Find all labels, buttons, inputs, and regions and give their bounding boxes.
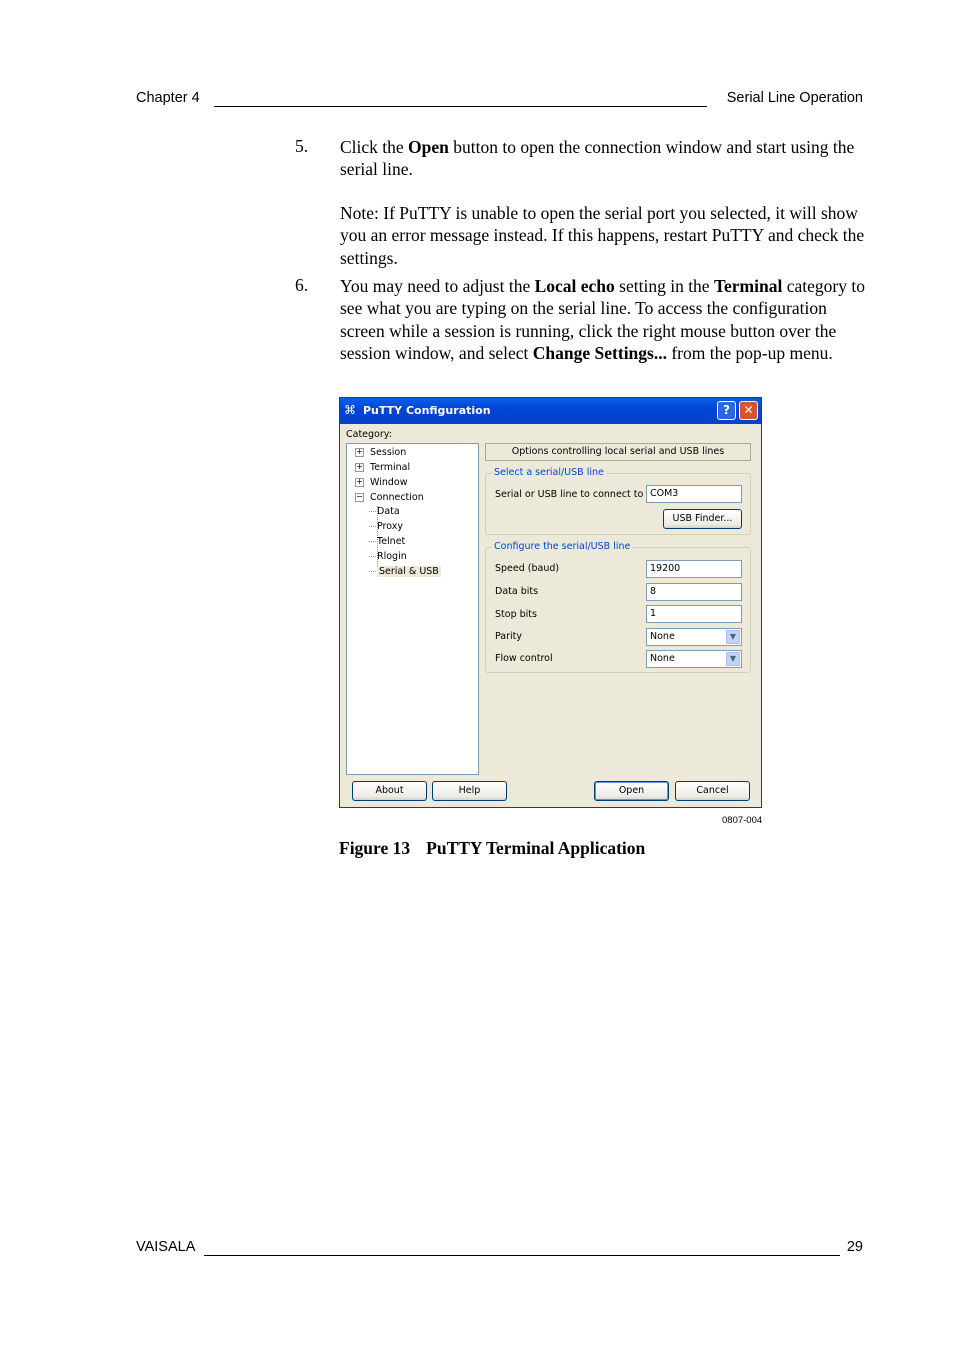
parity-select[interactable] — [646, 628, 742, 646]
close-title-button[interactable]: ✕ — [739, 401, 758, 420]
data-bits-label: Data bits — [495, 586, 539, 597]
tree-item-serial-usb[interactable]: Serial & USB — [377, 566, 441, 577]
dialog-title: PuTTY Configuration — [363, 404, 491, 417]
tree-item-data[interactable]: Data — [377, 506, 400, 517]
putty-app-icon: ⌘ — [344, 403, 356, 417]
footer-rule — [204, 1255, 840, 1256]
collapse-icon[interactable]: − — [356, 492, 363, 501]
configure-line-group-title: Configure the serial/USB line — [494, 541, 631, 552]
page-number: 29 — [846, 1239, 863, 1255]
figure-caption — [339, 838, 645, 859]
data-bits-input[interactable]: 8 — [646, 583, 742, 601]
expand-icon[interactable]: + — [356, 477, 363, 486]
flow-control-label: Flow control — [495, 653, 553, 664]
figure-number: Figure 13 — [339, 838, 411, 858]
category-label: Category: — [346, 429, 392, 440]
select-line-group-title: Select a serial/USB line — [494, 467, 604, 478]
figure-code: 0807-004 — [722, 815, 763, 826]
header-chapter: Chapter 4 — [136, 90, 200, 106]
select-line-group — [485, 467, 751, 535]
cancel-button[interactable]: Cancel — [675, 781, 750, 801]
tree-item-proxy[interactable]: Proxy — [377, 521, 403, 532]
category-tree[interactable]: + Session + Terminal + Window − Connection Data Proxy Telnet Rlogin Serial & USB — [346, 443, 479, 775]
open-button[interactable]: Open — [594, 781, 669, 801]
about-button[interactable]: About — [352, 781, 427, 801]
speed-input[interactable]: 19200 — [646, 560, 742, 578]
parity-label: Parity — [495, 631, 523, 642]
footer-company: VAISALA — [136, 1239, 196, 1255]
usb-finder-button[interactable]: USB Finder... — [663, 509, 742, 529]
step-6-text: You may need to adjust the Local echo setting in the Terminal category to see what you are typing on the serial line. To access the configuration screen while a session is running, click the right mouse button over the session window, and select Change Settings... from the pop-up menu. — [340, 276, 865, 363]
expand-icon[interactable]: + — [356, 462, 363, 471]
header-rule — [214, 106, 707, 107]
step-5-note: Note: If PuTTY is unable to open the serial port you selected, it will show you an error message instead. If this happens, restart PuTTY and check the settings. — [340, 203, 865, 268]
step-5-text: Click the Open button to open the connection window and start using the serial line. — [340, 137, 855, 180]
flow-control-value: None — [650, 653, 675, 664]
serial-line-input[interactable]: COM3 — [646, 485, 742, 503]
expand-icon[interactable]: + — [356, 447, 363, 456]
chevron-down-icon[interactable]: ▼ — [726, 630, 740, 644]
speed-label: Speed (baud) — [495, 563, 560, 574]
header-section-title: Serial Line Operation — [726, 90, 863, 106]
help-button[interactable]: Help — [432, 781, 507, 801]
configure-line-group — [485, 541, 751, 673]
step-6-number: 6. — [295, 275, 309, 295]
step-5-number: 5. — [295, 136, 309, 156]
figure-title: PuTTY Terminal Application — [426, 838, 646, 858]
help-title-button[interactable]: ? — [717, 401, 736, 420]
serial-line-label: Serial or USB line to connect to — [495, 489, 644, 500]
putty-configuration-dialog — [339, 397, 762, 808]
stop-bits-input[interactable]: 1 — [646, 605, 742, 623]
panel-header: Options controlling local serial and USB lines — [485, 443, 751, 461]
parity-value: None — [650, 631, 675, 642]
stop-bits-label: Stop bits — [495, 609, 537, 620]
flow-control-select[interactable] — [646, 650, 742, 668]
tree-item-telnet[interactable]: Telnet — [377, 536, 405, 547]
dialog-title-bar[interactable] — [340, 398, 761, 424]
chevron-down-icon[interactable]: ▼ — [726, 652, 740, 666]
tree-item-rlogin[interactable]: Rlogin — [377, 551, 407, 562]
